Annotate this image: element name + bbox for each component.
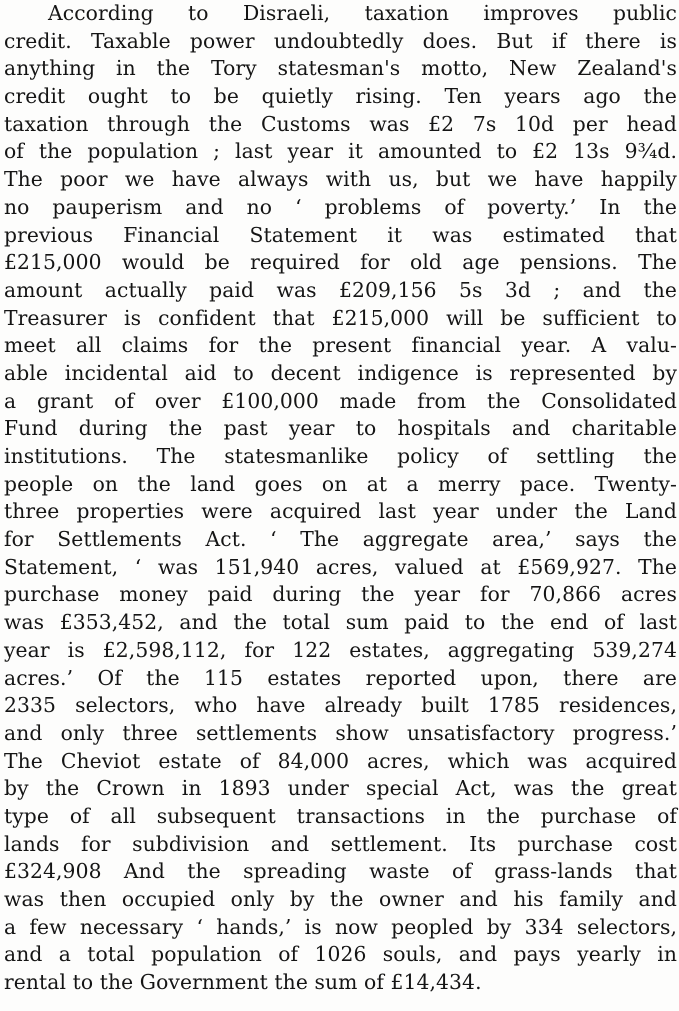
- text-line-31: lands for subdivision and settlement. Its purchase cost: [4, 831, 677, 856]
- text-line-17: institutions. The statesmanlike policy of settling the: [4, 444, 677, 468]
- text-line-26: 2335 selectors, who have already built 1785 residences,: [4, 693, 677, 718]
- text-line-27: and only three settlements show unsatisfactory progress.’: [4, 720, 677, 745]
- text-line-22: purchase money paid during the year for 70,866 acres: [4, 582, 677, 607]
- text-line-21: Statement, ‘ was 151,940 acres, valued at £569,927. The: [4, 554, 677, 579]
- text-line-33: was then occupied only by the owner and his family and: [4, 887, 677, 911]
- text-line-25: acres.’ Of the 115 estates reported upon, there are: [4, 665, 677, 690]
- text-line-34: a few necessary ‘ hands,’ is now peopled by 334 selectors,: [4, 914, 677, 939]
- text-line-35: and a total population of 1026 souls, and pays yearly in: [4, 942, 677, 967]
- text-line-1: According to Disraeli, taxation improves public: [48, 1, 677, 25]
- text-line-12: Treasurer is confident that £215,000 will be sufficient to: [4, 305, 677, 330]
- text-line-9: previous Financial Statement it was estimated that: [4, 222, 677, 247]
- text-line-19: three properties were acquired last year under the Land: [4, 499, 677, 524]
- text-line-32: £324,908 And the spreading waste of grass-lands that: [4, 859, 677, 884]
- text-line-16: Fund during the past year to hospitals and charitable: [4, 416, 677, 441]
- text-line-4: credit ought to be quietly rising. Ten years ago the: [4, 84, 677, 109]
- text-line-11: amount actually paid was £209,156 5s 3d ; and the: [4, 277, 677, 302]
- text-line-7: The poor we have always with us, but we have happily: [4, 167, 677, 192]
- text-line-30: type of all subsequent transactions in the purchase of: [4, 803, 677, 828]
- text-line-36: rental to the Government the sum of £14,434.: [4, 970, 482, 995]
- text-line-3: anything in the Tory statesman's motto, New Zealand's: [4, 56, 677, 81]
- text-line-10: £215,000 would be required for old age pensions. The: [4, 250, 677, 275]
- text-line-24: year is £2,598,112, for 122 estates, aggregating 539,274: [4, 637, 677, 662]
- text-line-5: taxation through the Customs was £2 7s 10d per head: [4, 111, 677, 136]
- text-line-15: a grant of over £100,000 made from the Consolidated: [4, 388, 677, 413]
- text-line-2: credit. Taxable power undoubtedly does. But if there is: [4, 28, 677, 53]
- text-line-8: no pauperism and no ‘ problems of poverty.’ In the: [4, 194, 677, 219]
- text-line-6: of the population ; last year it amounted to £2 13s 9¾d.: [4, 139, 677, 164]
- text-line-29: by the Crown in 1893 under special Act, was the great: [4, 776, 677, 801]
- text-line-20: for Settlements Act. ‘ The aggregate area,’ says the: [4, 527, 677, 552]
- text-line-28: The Cheviot estate of 84,000 acres, which was acquired: [4, 748, 677, 773]
- text-line-18: people on the land goes on at a merry pace. Twenty-: [4, 471, 677, 496]
- text-line-13: meet all claims for the present financial year. A valu-: [4, 333, 677, 358]
- text-line-14: able incidental aid to decent indigence is represented by: [4, 360, 677, 385]
- article-column: [4, 0, 677, 997]
- text-line-23: was £353,452, and the total sum paid to the end of last: [4, 610, 677, 635]
